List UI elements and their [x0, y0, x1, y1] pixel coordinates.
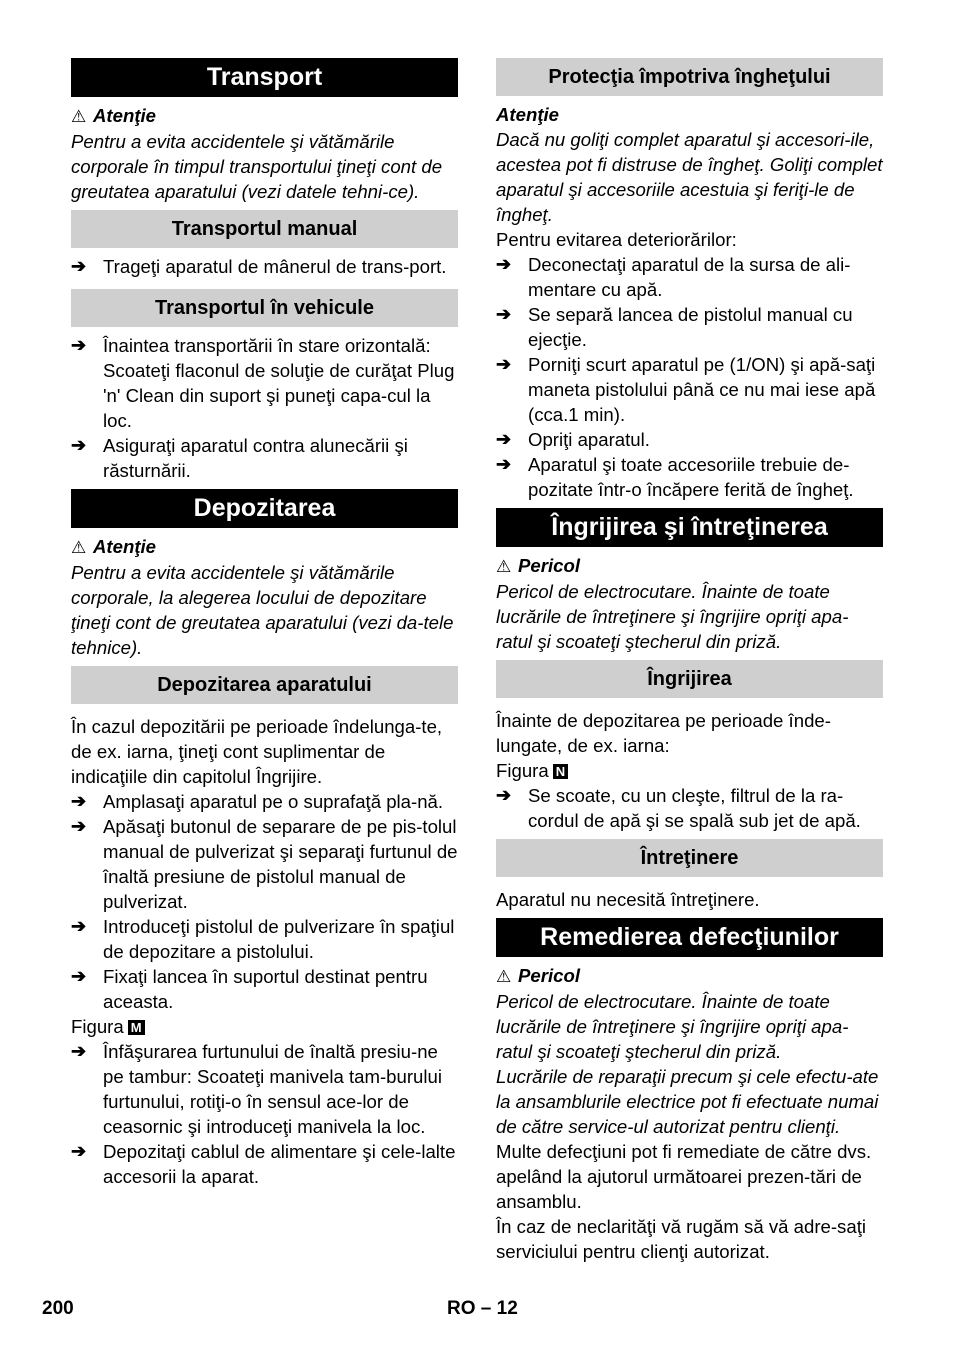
section-title-storage: Depozitarea — [71, 489, 458, 528]
right-column — [496, 58, 883, 1264]
warning-triangle-icon: ⚠ — [71, 107, 87, 126]
warning-triangle-icon: ⚠ — [71, 538, 87, 557]
paragraph: Pentru evitarea deteriorărilor: — [496, 229, 737, 250]
paragraph: Aparatul nu necesită întreţinere. — [496, 889, 760, 910]
arrow-right-icon: ➔ — [71, 916, 87, 936]
arrow-right-icon: ➔ — [496, 454, 512, 474]
paragraph: În cazul depozitării pe perioade îndelunga-te, de ex. iarna, ţineţi cont suplimentar de indicaţiile din capitolul Îngrijire. — [71, 716, 443, 787]
arrow-right-icon: ➔ — [71, 1041, 87, 1061]
arrow-right-icon: ➔ — [496, 254, 512, 274]
subsection-title-manual: Transportul manual — [71, 210, 458, 248]
list-item: ➔ Se separă lancea de pistolul manual cu ejecţie. — [496, 304, 853, 350]
list-item: ➔ Porniţi scurt aparatul pe (1/ON) şi apă-saţi maneta pistolului până ce nu mai iese apă (cca.1 min). — [496, 354, 876, 425]
left-column — [71, 58, 458, 1189]
arrow-right-icon: ➔ — [71, 256, 87, 276]
warning-text: Dacă nu goliţi complet aparatul şi accesori-ile, acestea pot fi distruse de îngheţ. Goliţi complet aparatul şi accesoriile acestuia şi feriţi-le de îngheţ. — [496, 129, 883, 225]
list-item: ➔ Deconectaţi aparatul de la sursa de ali-mentare cu apă. — [496, 254, 851, 300]
section-title-care-maintenance: Îngrijirea şi întreţinerea — [496, 508, 883, 547]
arrow-right-icon: ➔ — [71, 1141, 87, 1161]
list-item: ➔ Trageţi aparatul de mânerul de trans-port. — [71, 256, 447, 277]
warning-text: Pericol de electrocutare. Înainte de toate lucrările de întreţinere şi îngrijire opriţi apa-ratul şi scoateţi ştecherul din priză. — [496, 581, 849, 652]
warning-triangle-icon: ⚠ — [496, 557, 512, 576]
list-item: ➔ Opriţi aparatul. — [496, 429, 650, 450]
warning-text: Pentru a evita accidentele şi vătămările corporale în timpul transportului ţineţi cont de greutatea aparatului (vezi datele tehni-ce). — [71, 131, 443, 202]
arrow-right-icon: ➔ — [496, 354, 512, 374]
warning-heading: Atenţie — [496, 104, 560, 125]
warning-text: Pericol de electrocutare. Înainte de toate lucrările de întreţinere şi îngrijire opriţi apa-ratul şi scoateţi ştecherul din priză. — [496, 991, 849, 1062]
arrow-right-icon: ➔ — [496, 429, 512, 449]
warning-heading: ⚠ Pericol — [496, 963, 883, 989]
page-label: RO – 12 — [447, 1298, 518, 1319]
warning-label: Atenţie — [93, 105, 157, 126]
paragraph: Înainte de depozitarea pe perioade înde-lungate, de ex. iarna: — [496, 710, 831, 756]
warning-text: Pentru a evita accidentele şi vătămările corporale, la alegerea locului de depozitare ţineţi cont de greutatea aparatului (vezi da-tele tehnice). — [71, 562, 454, 658]
list-item: ➔ Se scoate, cu un cleşte, filtrul de la ra-cordul de apă şi se spală sub jet de apă. — [496, 785, 861, 831]
list-item: ➔ Asiguraţi aparatul contra alunecării şi răsturnării. — [71, 435, 408, 481]
warning-triangle-icon: ⚠ — [496, 967, 512, 986]
warning-heading: ⚠ Atenţie — [71, 534, 458, 560]
arrow-right-icon: ➔ — [496, 304, 512, 324]
arrow-right-icon: ➔ — [496, 785, 512, 805]
figure-badge: N — [553, 764, 568, 779]
warning-text: Lucrările de reparaţii precum şi cele efectu-ate la ansamblurile electrice pot fi efectuate numai de către service-ul autorizat pentru clienţi. — [496, 1066, 879, 1137]
subsection-title-frost: Protecţia împotriva îngheţului — [496, 58, 883, 96]
figure-reference: Figura M — [71, 1014, 458, 1039]
subsection-title-vehicle: Transportul în vehicule — [71, 289, 458, 327]
warning-heading: ⚠ Pericol — [496, 553, 883, 579]
list-item: ➔ Introduceţi pistolul de pulverizare în spaţiul de depozitare a pistolului. — [71, 916, 455, 962]
arrow-right-icon: ➔ — [71, 816, 87, 836]
subsection-title-maintenance: Întreţinere — [496, 839, 883, 877]
list-item: ➔ Depozitaţi cablul de alimentare şi cele-lalte accesorii la aparat. — [71, 1141, 456, 1187]
warning-heading — [71, 103, 458, 129]
subsection-title-care: Îngrijirea — [496, 660, 883, 698]
arrow-right-icon: ➔ — [71, 335, 87, 355]
list-item: ➔ Amplasaţi aparatul pe o suprafaţă pla-nă. — [71, 791, 444, 812]
arrow-right-icon: ➔ — [71, 966, 87, 986]
paragraph: În caz de neclarităţi vă rugăm să vă adre-saţi serviciului pentru clienţi autorizat. — [496, 1216, 866, 1262]
list-item: ➔ Înfăşurarea furtunului de înaltă presiu-ne pe tambur: Scoateţi manivela tam-burului furtunului, rotiţi-o în sensul ace-lor de ceasornic şi introduceţi manivela la loc. — [71, 1041, 442, 1137]
arrow-right-icon: ➔ — [71, 791, 87, 811]
section-title-troubleshooting: Remedierea defecţiunilor — [496, 918, 883, 957]
figure-reference: Figura N — [496, 758, 883, 783]
section-title-transport: Transport — [71, 58, 458, 97]
figure-badge: M — [128, 1020, 145, 1035]
page-number: 200 — [42, 1298, 74, 1319]
subsection-title-device-storage: Depozitarea aparatului — [71, 666, 458, 704]
list-item: ➔ Aparatul şi toate accesoriile trebuie de-pozitate într-o încăpere ferită de îngheţ. — [496, 454, 854, 500]
list-item: ➔ Înaintea transportării în stare orizontală: Scoateţi flaconul de soluţie de curăţat Plug 'n' Clean din suport şi puneţi capa-cul la loc. — [71, 335, 455, 431]
list-item: ➔ Fixaţi lancea în suportul destinat pentru aceasta. — [71, 966, 428, 1012]
arrow-right-icon: ➔ — [71, 435, 87, 455]
paragraph: Multe defecţiuni pot fi remediate de către dvs. apelând la ajutorul următoarei prezen-tări de ansamblu. — [496, 1141, 872, 1212]
list-item: ➔ Apăsaţi butonul de separare de pe pis-tolul manual de pulverizat şi separaţi furtunul de înaltă presiune de pistolul manual de pulverizat. — [71, 816, 458, 912]
